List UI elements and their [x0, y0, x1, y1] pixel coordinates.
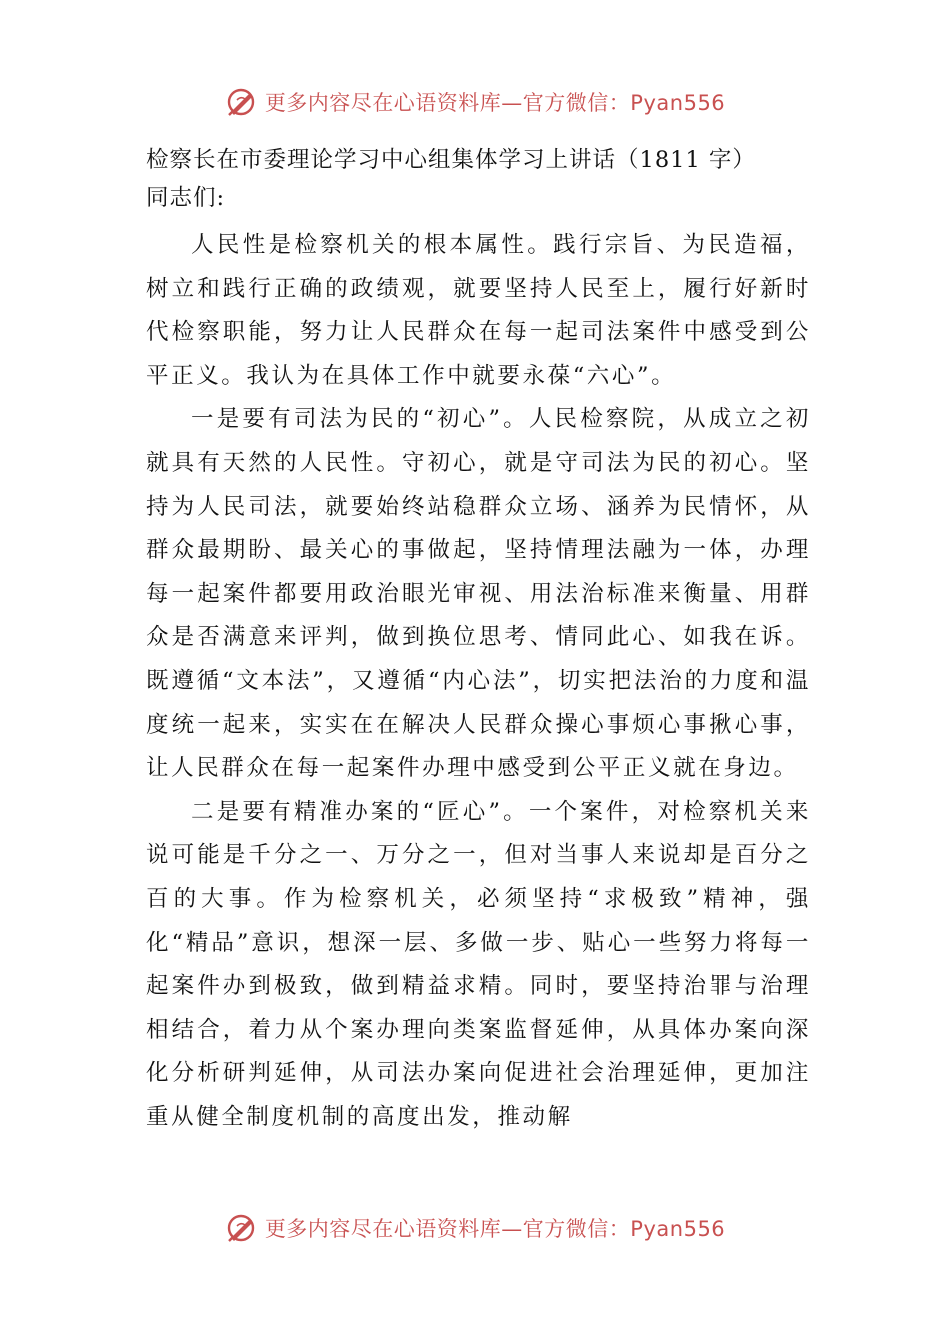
- paragraph-1: 人民性是检察机关的根本属性。践行宗旨、为民造福，树立和践行正确的政绩观，就要坚持人民至上，履行好新时代检察职能，努力让人民群众在每一起司法案件中感受到公平正义。我认为在具体工作中就要永葆“六心”。: [146, 232, 811, 389]
- paragraph-3: 二是要有精准办案的“匠心”。一个案件，对检察机关来说可能是千分之一、万分之一，但对当事人来说却是百分之百的大事。作为检察机关，必须坚持“求极致”精神，强化“精品”意识，想深一层、多做一步、贴心一些努力将每一起案件办到极致，做到精益求精。同时，要坚持治罪与治理相结合，着力从个案办理向类案监督延伸，从具体办案向深化分析研判延伸，从司法办案向促进社会治理延伸，更加注重从健全制度机制的高度出发，推动解: [146, 798, 811, 1130]
- footer-banner: [0, 1208, 950, 1248]
- paragraph-2: 一是要有司法为民的“初心”。人民检察院，从成立之初就具有天然的人民性。守初心，就是守司法为民的初心。坚持为人民司法，就要始终站稳群众立场、涵养为民情怀，从群众最期盼、最关心的事做起，坚持情理法融为一体，办理每一起案件都要用政治眼光审视、用法治标准来衡量、用群众是否满意来评判，做到换位思考、情同此心、如我在诉。既遵循“文本法”，又遵循“内心法”，切实把法治的力度和温度统一起来，实实在在解决人民群众操心事烦心事揪心事，让人民群众在每一起案件办理中感受到公平正义就在身边。: [146, 406, 811, 782]
- document-title: 检察长在市委理论学习中心组集体学习上讲话（1811 字）: [146, 147, 756, 173]
- pen-logo-icon: [225, 1212, 257, 1244]
- salutation: 同志们:: [146, 185, 226, 211]
- banner-text: 更多内容尽在心语资料库—官方微信：Pyan556: [264, 1217, 726, 1241]
- header-banner: [0, 82, 950, 122]
- document-body: [146, 141, 811, 1139]
- banner-text: 更多内容尽在心语资料库—官方微信：Pyan556: [264, 91, 726, 115]
- pen-logo-icon: [225, 86, 257, 118]
